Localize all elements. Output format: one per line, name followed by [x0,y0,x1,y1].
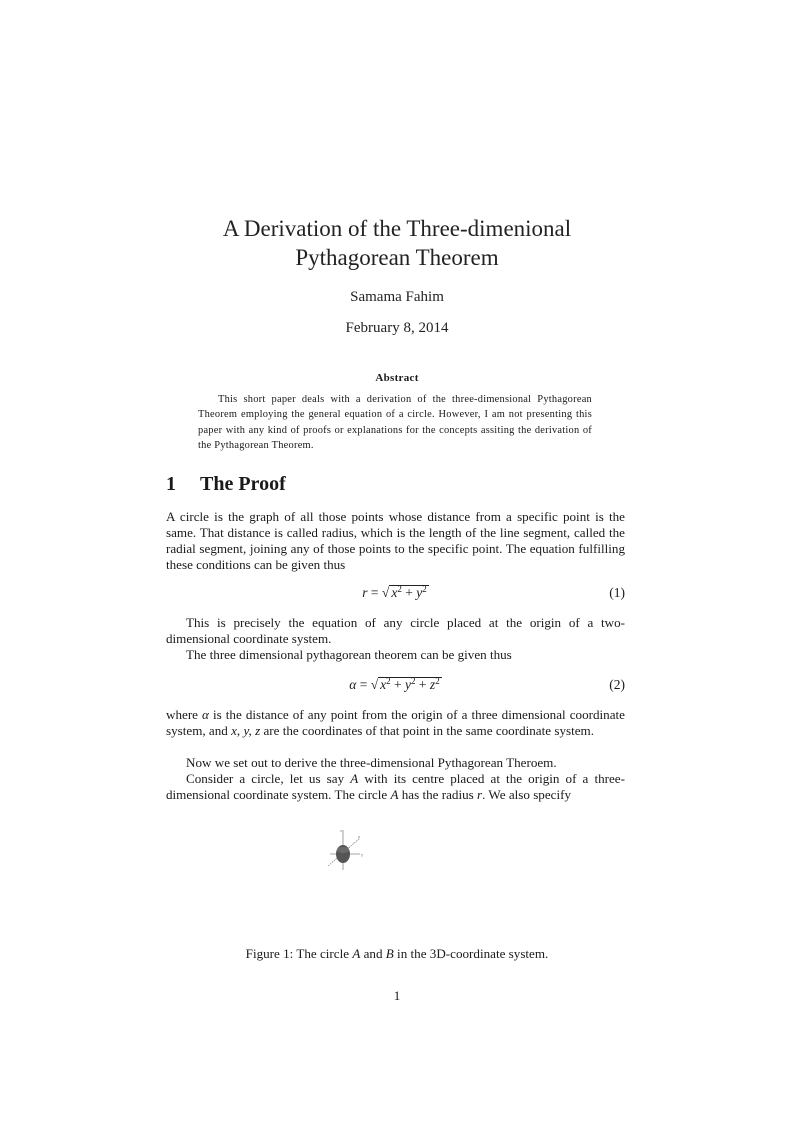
eq2-exp-y: 2 [411,676,416,686]
caption-A: A [352,946,361,961]
eq2-exp-z: 2 [435,676,440,686]
p6-r: r [477,787,483,802]
abstract-text: This short paper deals with a derivation of the three-dimensional Pythagorean Theorem employing the general equation of a circle. However, I am not presenting this paper with any kind of proofs or explanations for the concepts assiting the derivation of the Pythagorean Theorem. [198,394,592,452]
eq2-plus-2: + [415,677,430,692]
eq2-x: x [380,677,387,692]
eq1-x: x [391,585,398,600]
eq2-y: y [405,677,412,692]
p4-text-a: where [166,707,203,722]
paragraph-1: A circle is the graph of all those points whose distance from a specific point is the same. That distance is called radius, which is the length of the line segment, called the radial segment, joining any of those points to the specific point. The equation fulfilling these conditions can be given thus [166,509,625,572]
eq1-radicand [389,585,428,600]
section-title: The Proof [200,473,286,495]
eq2-lhs: α [349,677,357,692]
caption-B: B [385,946,394,961]
caption-text-b: and [360,946,386,961]
eq2-plus-1: + [390,677,406,692]
eq1-number: (1) [609,585,625,600]
p4-alpha: α [202,707,209,722]
caption-text-c: in the 3D-coordinate system. [393,946,549,961]
equation-2 [166,677,625,697]
eq1-lhs: r [362,585,368,600]
author: Samama Fahim [350,289,444,305]
page-number: 1 [393,988,401,1003]
paragraph-5: Now we set out to derive the three-dimensional Pythagorean Theroem. [186,755,557,770]
figure-3d-axes [324,826,366,872]
p6-A1: A [350,771,359,786]
section-heading [166,473,286,496]
eq2-number: (2) [609,677,625,692]
title-line-2: Pythagorean Theorem [295,245,499,270]
paragraph-6 [166,771,625,803]
eq2-radicand [378,677,442,692]
p6-text-d: . We also specify [482,787,572,802]
figure-caption [160,946,634,962]
eq1-exp-y: 2 [422,584,427,594]
title-line-1: A Derivation of the Three-dimenional [222,216,572,241]
paragraph-2: This is precisely the equation of any circle placed at the origin of a two-dimensional coordinate system. [166,615,625,646]
svg-text:y: y [361,852,364,857]
svg-text:z: z [340,828,343,833]
date: February 8, 2014 [345,320,449,336]
p4-text-c: are the coordinates of that point in the same coordinate system. [260,723,594,738]
p6-text-a: Consider a circle, let us say [186,771,351,786]
paragraph-4 [166,707,625,739]
eq1-exp-x: 2 [397,584,402,594]
eq1-equals-sqrt: = √ [367,585,390,600]
abstract-heading: Abstract [375,372,419,384]
eq2-z: z [429,677,436,692]
caption-text-a: Figure 1: The circle [245,946,353,961]
p4-text-b: is the distance of any point from the origin of a three dimensional coordinate system, and [166,707,625,738]
p4-xyz: x, y, z [231,723,261,738]
p6-text-b: with its centre placed at the origin of a three-dimensional coordinate system. The circle [166,771,625,802]
svg-text:x: x [358,834,361,839]
eq2-exp-x: 2 [386,676,391,686]
paper-title [160,214,634,272]
eq1-plus: + [401,585,417,600]
eq2-equals-sqrt: = √ [356,677,379,692]
paragraph-3: The three dimensional pythagorean theorem can be given thus [186,647,512,662]
p6-A2: A [390,787,399,802]
p6-text-c: has the radius [398,787,478,802]
equation-1 [166,585,625,605]
eq1-y: y [416,585,423,600]
section-number: 1 [166,473,176,495]
3d-circle-diagram [324,826,366,872]
